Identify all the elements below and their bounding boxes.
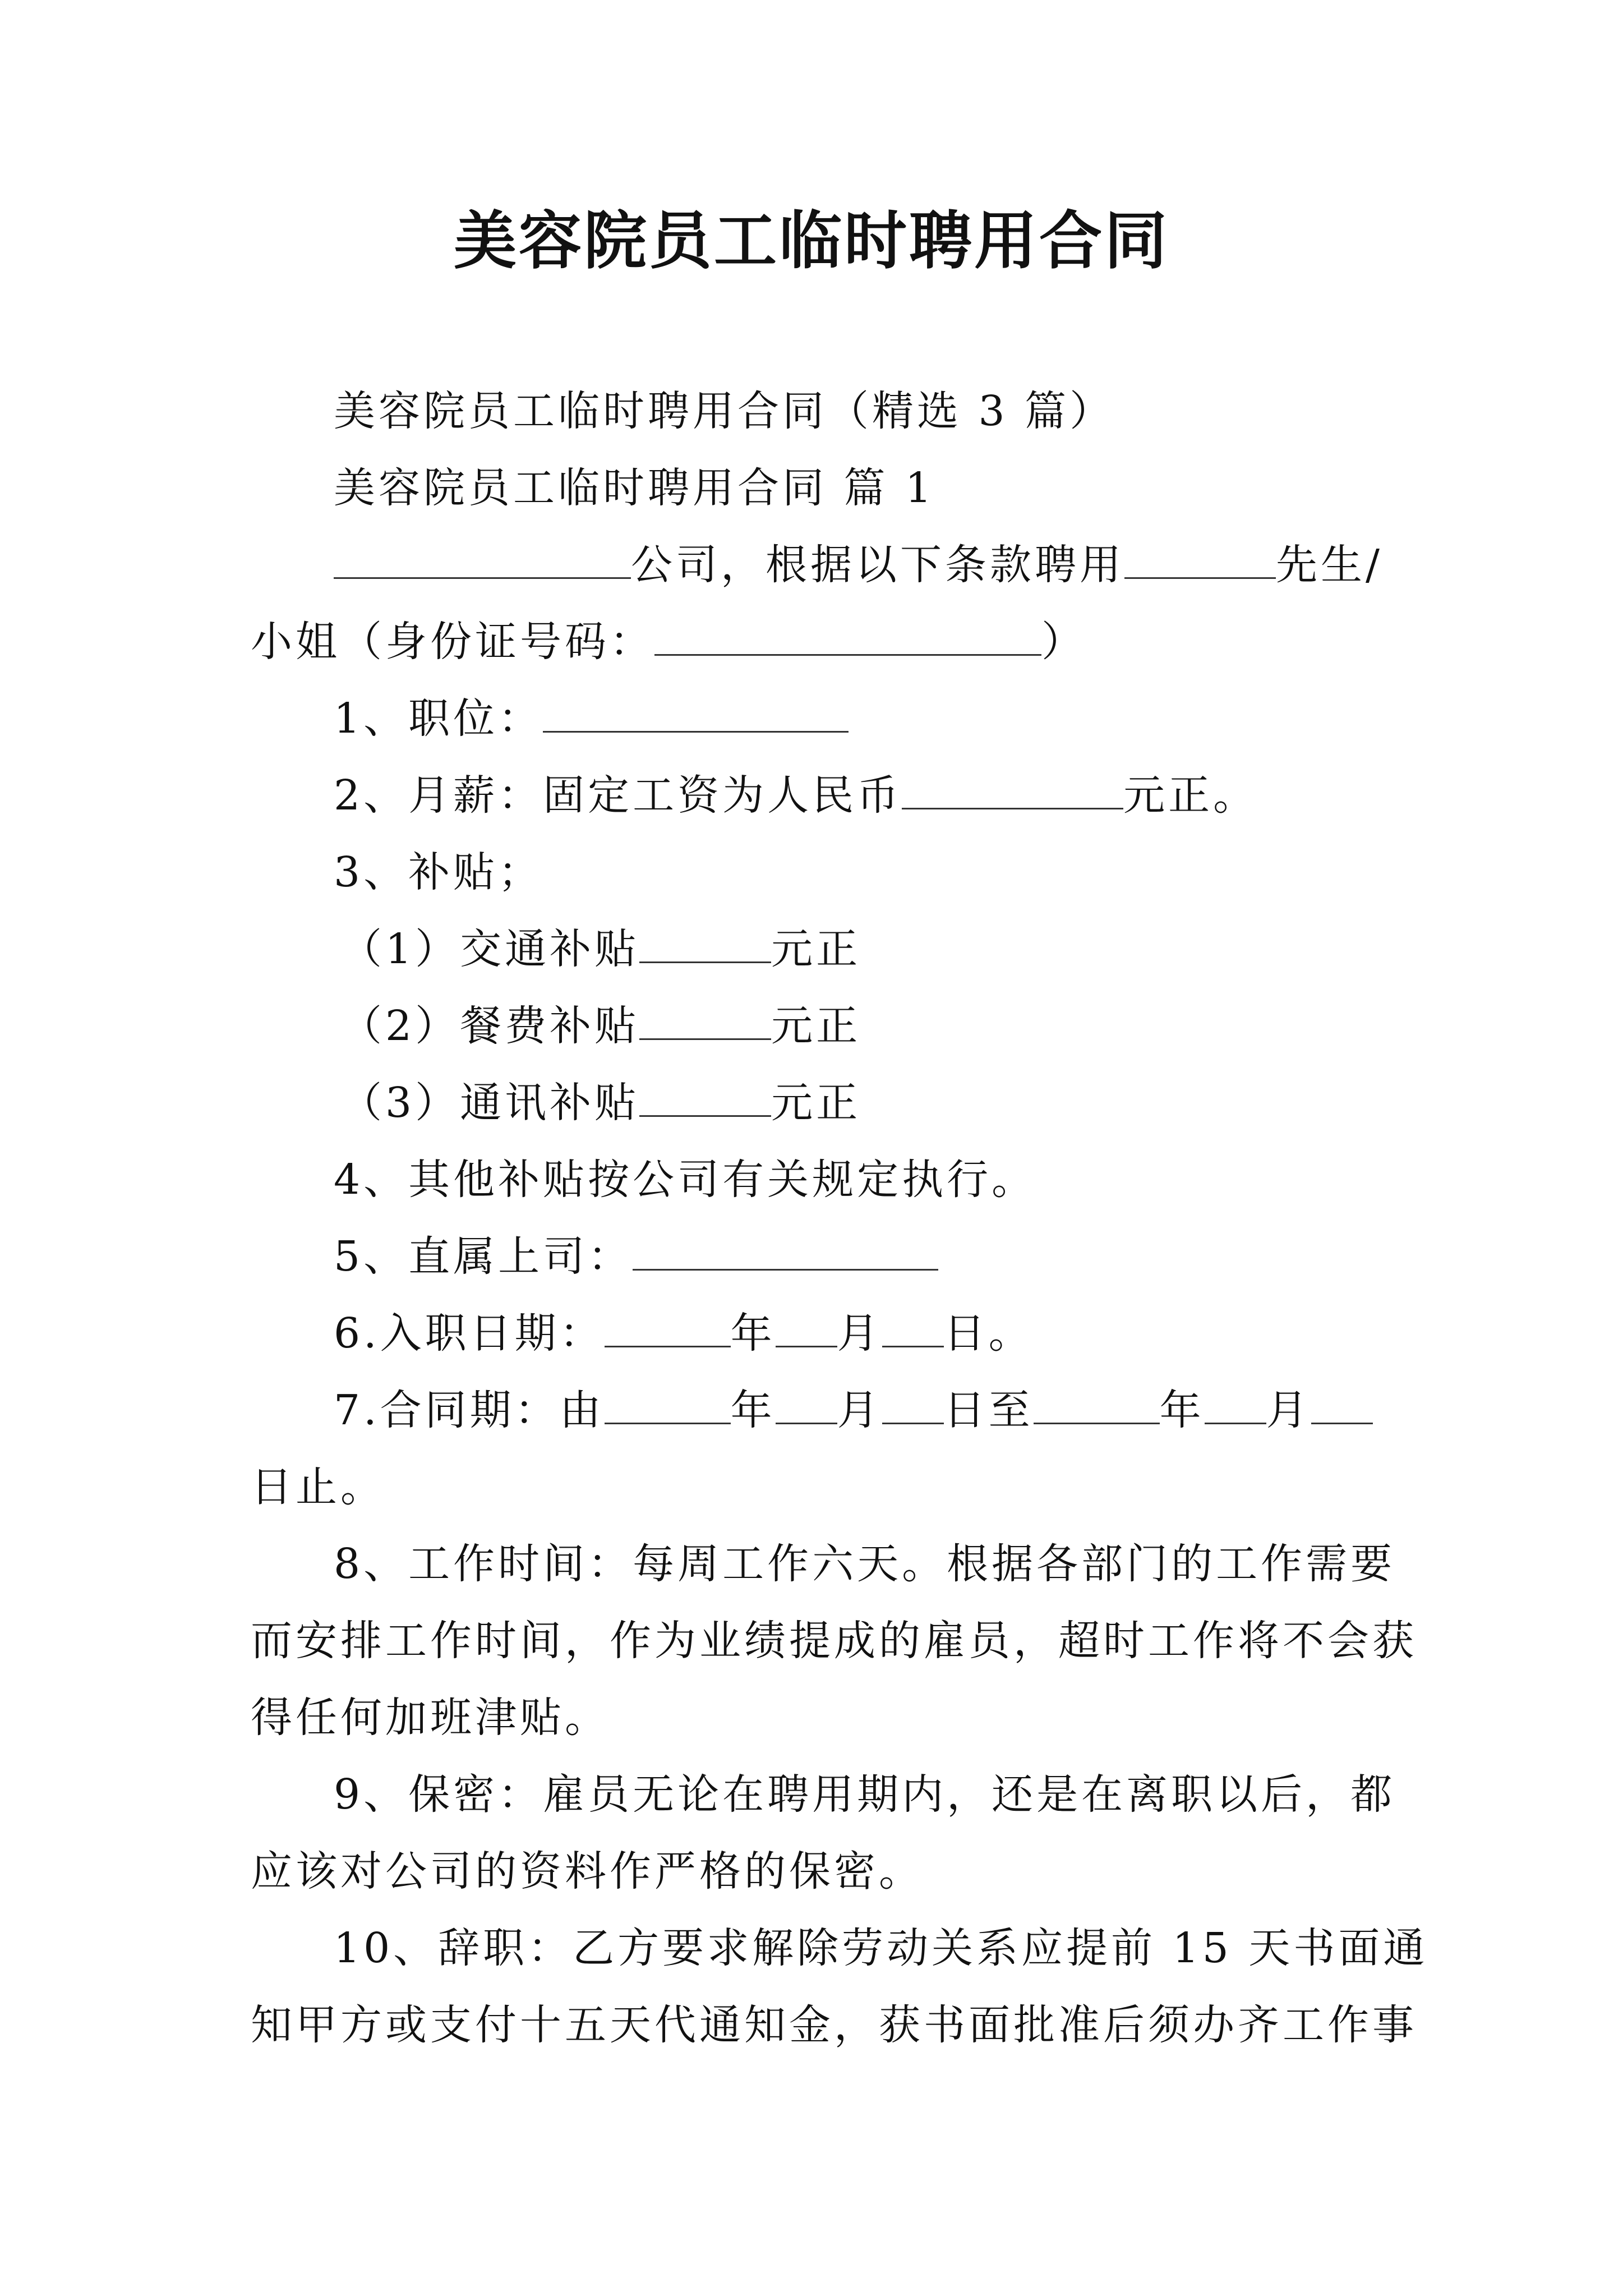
document-title: 美容院员工临时聘用合同 — [454, 204, 1169, 278]
allowance-telecom-unit: 元正 — [771, 1079, 861, 1127]
supervisor-blank — [633, 1235, 938, 1271]
from-day-blank — [882, 1389, 944, 1424]
clause-start-date-label: 6.入职日期： — [334, 1309, 605, 1358]
month-label: 月 — [837, 1386, 882, 1434]
allowance-meal-unit: 元正 — [771, 1002, 861, 1050]
start-month-blank — [776, 1312, 837, 1347]
allowance-meal-label: （2）餐费补贴 — [340, 1002, 640, 1050]
telecom-blank — [639, 1082, 771, 1117]
allowance-transport-unit: 元正 — [771, 925, 861, 973]
allowance-telecom — [251, 1065, 1395, 1142]
salary-blank — [902, 774, 1123, 809]
intro-line-1 — [251, 527, 1395, 604]
company-name-blank — [334, 544, 631, 579]
day-to-label: 日至 — [943, 1386, 1034, 1434]
document-body — [251, 373, 1428, 2064]
month-label: 月 — [1266, 1386, 1311, 1434]
intro-text-c: 小姐（身份证号码： — [251, 618, 654, 666]
intro-line-2 — [251, 604, 1395, 680]
clause-salary-unit: 元正。 — [1123, 771, 1258, 820]
section-heading: 美容院员工临时聘用合同 篇 1 — [334, 464, 935, 512]
to-month-blank — [1205, 1389, 1266, 1424]
start-year-blank — [605, 1312, 731, 1347]
allowance-telecom-label: （3）通讯补贴 — [340, 1079, 640, 1127]
year-label: 年 — [730, 1386, 776, 1434]
clause-work-hours-3: 得任何加班津贴。 — [251, 1694, 610, 1742]
start-day-blank — [882, 1312, 944, 1347]
intro-text-a: 公司，根据以下条款聘用 — [631, 541, 1124, 589]
clause-confidentiality-2: 应该对公司的资料作严格的保密。 — [251, 1847, 924, 1895]
meal-blank — [639, 1005, 771, 1040]
clause-contract-period-1 — [251, 1372, 1395, 1449]
from-month-blank — [776, 1389, 837, 1424]
id-number-blank — [654, 620, 1041, 656]
clause-position-label: 1、职位： — [334, 694, 543, 743]
clause-work-hours-1: 8、工作时间：每周工作六天。根据各部门的工作需要 — [334, 1540, 1396, 1588]
allowance-transport-label: （1）交通补贴 — [340, 925, 640, 973]
year-label: 年 — [730, 1309, 776, 1358]
clause-confidentiality-1: 9、保密：雇员无论在聘用期内，还是在离职以后，都 — [334, 1770, 1396, 1819]
clause-salary-label: 2、月薪：固定工资为人民币 — [334, 771, 902, 820]
clause-contract-period-2: 日止。 — [251, 1463, 385, 1511]
clause-allowance: 3、补贴； — [334, 848, 543, 896]
transport-blank — [639, 928, 771, 963]
clause-resignation-2: 知甲方或支付十五天代通知金，获书面批准后须办齐工作事 — [251, 2001, 1417, 2049]
clause-salary — [251, 757, 1395, 834]
document-subtitle: 美容院员工临时聘用合同（精选 3 篇） — [334, 387, 1115, 435]
clause-work-hours-2: 而安排工作时间，作为业绩提成的雇员，超时工作将不会获 — [251, 1617, 1417, 1665]
position-blank — [543, 697, 849, 733]
day-label: 日。 — [943, 1309, 1034, 1358]
allowance-transport — [251, 911, 1395, 988]
month-label: 月 — [837, 1309, 882, 1358]
clause-resignation-1: 10、辞职：乙方要求解除劳动关系应提前 15 天书面通 — [334, 1924, 1428, 1972]
allowance-meal — [251, 988, 1395, 1065]
clause-other-allowance: 4、其他补贴按公司有关规定执行。 — [334, 1156, 1037, 1204]
from-year-blank — [605, 1389, 731, 1424]
clause-supervisor-label: 5、直属上司： — [334, 1232, 633, 1281]
clause-position — [251, 680, 1395, 757]
employee-name-blank — [1124, 544, 1276, 579]
clause-start-date — [251, 1295, 1395, 1372]
to-day-blank — [1311, 1389, 1373, 1424]
clause-supervisor — [251, 1218, 1395, 1295]
clause-contract-period-label: 7.合同期：由 — [334, 1386, 605, 1434]
intro-text-b: 先生/ — [1276, 541, 1383, 589]
year-label: 年 — [1159, 1386, 1205, 1434]
to-year-blank — [1034, 1389, 1160, 1424]
intro-text-d: ） — [1041, 618, 1086, 666]
